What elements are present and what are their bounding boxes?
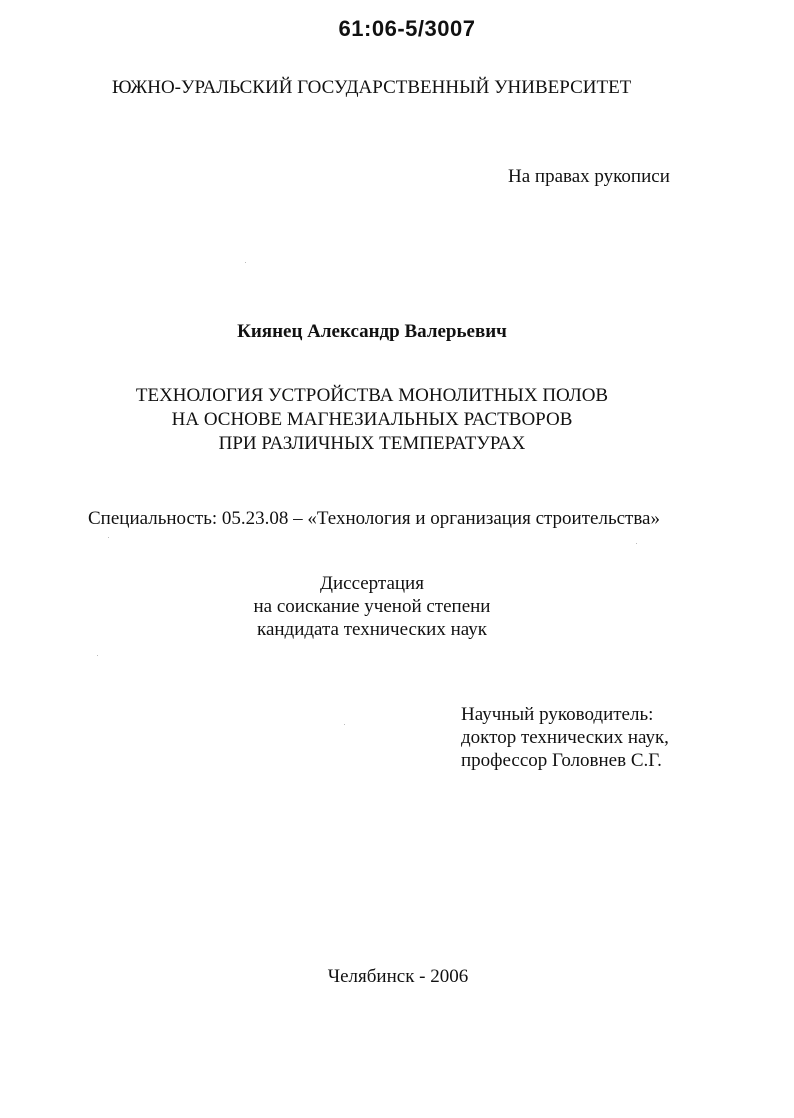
title-line: ПРИ РАЗЛИЧНЫХ ТЕМПЕРАТУРАХ bbox=[218, 433, 526, 454]
specialty-line: Специальность: 05.23.08 – «Технология и организация строительства» bbox=[88, 508, 660, 529]
scan-speck bbox=[108, 537, 109, 538]
scan-speck bbox=[344, 724, 345, 725]
dissertation-title bbox=[0, 384, 794, 456]
advisor-line: профессор Головнев С.Г. bbox=[461, 750, 662, 771]
author-name: Киянец Александр Валерьевич bbox=[237, 321, 507, 342]
title-line: ТЕХНОЛОГИЯ УСТРОЙСТВА МОНОЛИТНЫХ ПОЛОВ bbox=[135, 385, 609, 406]
title-line: НА ОСНОВЕ МАГНЕЗИАЛЬНЫХ РАСТВОРОВ bbox=[171, 409, 573, 430]
scan-speck bbox=[97, 655, 98, 656]
scan-speck bbox=[245, 262, 246, 263]
advisor-line: Научный руководитель: bbox=[461, 704, 654, 725]
scientific-advisor bbox=[461, 703, 669, 772]
degree-statement bbox=[0, 572, 794, 641]
city-year: Челябинск - 2006 bbox=[327, 966, 469, 987]
scan-speck bbox=[636, 543, 637, 544]
manuscript-rights-note: На правах рукописи bbox=[508, 166, 670, 187]
advisor-line: доктор технических наук, bbox=[461, 727, 669, 748]
degree-line: кандидата технических наук bbox=[257, 619, 487, 640]
university-name: ЮЖНО-УРАЛЬСКИЙ ГОСУДАРСТВЕННЫЙ УНИВЕРСИТЕТ bbox=[112, 77, 632, 98]
degree-line: Диссертация bbox=[320, 573, 424, 594]
archive-stamp-number: 61:06-5/3007 bbox=[338, 16, 476, 41]
degree-line: на соискание ученой степени bbox=[253, 596, 491, 617]
